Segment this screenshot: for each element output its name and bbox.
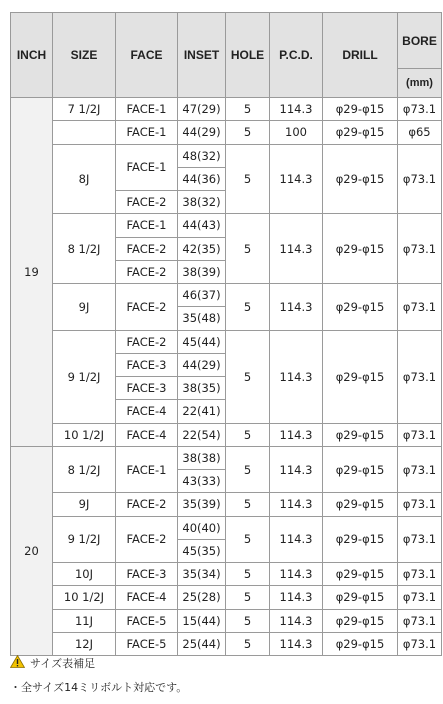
inset-cell: 15(44)	[178, 609, 226, 632]
hole-cell: 5	[226, 423, 270, 446]
size-cell: 8 1/2J	[53, 446, 116, 493]
hole-cell: 5	[226, 632, 270, 655]
inset-cell: 46(37)	[178, 284, 226, 307]
inset-cell: 45(44)	[178, 330, 226, 353]
inset-cell: 43(33)	[178, 470, 226, 493]
face-cell: FACE-2	[116, 330, 178, 353]
hole-cell: 5	[226, 516, 270, 563]
pcd-cell: 114.3	[270, 563, 323, 586]
pcd-cell: 114.3	[270, 516, 323, 563]
drill-cell: φ29-φ15	[323, 563, 398, 586]
inset-cell: 25(28)	[178, 586, 226, 609]
pcd-cell: 100	[270, 121, 323, 144]
face-cell: FACE-3	[116, 353, 178, 376]
size-cell: 12J	[53, 632, 116, 655]
face-cell: FACE-1	[116, 98, 178, 121]
bore-cell: φ73.1	[398, 632, 442, 655]
table-row	[11, 563, 442, 586]
inset-cell: 44(29)	[178, 121, 226, 144]
inset-cell: 38(39)	[178, 260, 226, 283]
size-cell: 10 1/2J	[53, 423, 116, 446]
pcd-cell: 114.3	[270, 423, 323, 446]
pcd-cell: 114.3	[270, 98, 323, 121]
header-inset: INSET	[178, 13, 226, 98]
table-row	[11, 586, 442, 609]
warning-note	[10, 655, 435, 672]
inset-cell: 22(54)	[178, 423, 226, 446]
inset-cell: 22(41)	[178, 400, 226, 423]
bore-cell: φ73.1	[398, 330, 442, 423]
header-face: FACE	[116, 13, 178, 98]
face-cell: FACE-1	[116, 144, 178, 191]
face-cell: FACE-2	[116, 191, 178, 214]
face-cell: FACE-2	[116, 493, 178, 516]
size-cell: 9 1/2J	[53, 516, 116, 563]
face-cell: FACE-1	[116, 121, 178, 144]
table-row	[11, 98, 442, 121]
inset-cell: 42(35)	[178, 237, 226, 260]
table-row	[11, 144, 442, 167]
hole-cell: 5	[226, 609, 270, 632]
face-cell: FACE-2	[116, 237, 178, 260]
inset-cell: 45(35)	[178, 539, 226, 562]
bore-cell: φ73.1	[398, 144, 442, 214]
header-bore-unit: (mm)	[398, 69, 442, 98]
face-cell: FACE-4	[116, 400, 178, 423]
drill-cell: φ29-φ15	[323, 214, 398, 284]
bore-cell: φ73.1	[398, 284, 442, 331]
bore-cell: φ73.1	[398, 423, 442, 446]
bore-cell: φ73.1	[398, 98, 442, 121]
hole-cell: 5	[226, 284, 270, 331]
pcd-cell: 114.3	[270, 446, 323, 493]
wheel-spec-table	[10, 12, 442, 656]
drill-cell: φ29-φ15	[323, 446, 398, 493]
inset-cell: 35(39)	[178, 493, 226, 516]
hole-cell: 5	[226, 121, 270, 144]
pcd-cell: 114.3	[270, 284, 323, 331]
drill-cell: φ29-φ15	[323, 121, 398, 144]
hole-cell: 5	[226, 586, 270, 609]
size-cell: 10 1/2J	[53, 586, 116, 609]
hole-cell: 5	[226, 563, 270, 586]
bore-cell: φ73.1	[398, 609, 442, 632]
hole-cell: 5	[226, 330, 270, 423]
hole-cell: 5	[226, 144, 270, 214]
header-hole: HOLE	[226, 13, 270, 98]
bore-cell: φ73.1	[398, 563, 442, 586]
table-row	[11, 446, 442, 469]
inset-cell: 38(35)	[178, 377, 226, 400]
inset-cell: 48(32)	[178, 144, 226, 167]
pcd-cell: 114.3	[270, 214, 323, 284]
inset-cell: 38(38)	[178, 446, 226, 469]
pcd-cell: 114.3	[270, 493, 323, 516]
pcd-cell: 114.3	[270, 609, 323, 632]
inset-cell: 25(44)	[178, 632, 226, 655]
inset-cell: 40(40)	[178, 516, 226, 539]
face-cell: FACE-3	[116, 563, 178, 586]
bore-cell: φ73.1	[398, 446, 442, 493]
size-cell: 8 1/2J	[53, 214, 116, 284]
pcd-cell: 114.3	[270, 144, 323, 214]
header-bore: BORE	[398, 13, 442, 69]
drill-cell: φ29-φ15	[323, 423, 398, 446]
pcd-cell: 114.3	[270, 632, 323, 655]
size-cell: 9 1/2J	[53, 330, 116, 423]
inch-cell: 19	[11, 98, 53, 447]
drill-cell: φ29-φ15	[323, 516, 398, 563]
inset-cell: 44(36)	[178, 167, 226, 190]
face-cell: FACE-5	[116, 609, 178, 632]
table-row	[11, 214, 442, 237]
hole-cell: 5	[226, 446, 270, 493]
face-cell: FACE-2	[116, 284, 178, 331]
size-cell: 8J	[53, 144, 116, 214]
drill-cell: φ29-φ15	[323, 144, 398, 214]
hole-cell: 5	[226, 98, 270, 121]
drill-cell: φ29-φ15	[323, 98, 398, 121]
hole-cell: 5	[226, 493, 270, 516]
table-row	[11, 330, 442, 353]
size-cell: 10J	[53, 563, 116, 586]
hole-cell: 5	[226, 214, 270, 284]
inset-cell: 38(32)	[178, 191, 226, 214]
inset-cell: 47(29)	[178, 98, 226, 121]
face-cell: FACE-3	[116, 377, 178, 400]
drill-cell: φ29-φ15	[323, 632, 398, 655]
spec-body	[11, 98, 442, 656]
table-row	[11, 121, 442, 144]
table-row	[11, 609, 442, 632]
bore-cell: φ73.1	[398, 493, 442, 516]
drill-cell: φ29-φ15	[323, 609, 398, 632]
header-pcd: P.C.D.	[270, 13, 323, 98]
inset-cell: 35(48)	[178, 307, 226, 330]
table-row	[11, 423, 442, 446]
size-cell: 9J	[53, 284, 116, 331]
bore-cell: φ73.1	[398, 586, 442, 609]
bore-cell: φ65	[398, 121, 442, 144]
inset-cell: 44(29)	[178, 353, 226, 376]
face-cell: FACE-2	[116, 260, 178, 283]
header-size: SIZE	[53, 13, 116, 98]
bore-cell: φ73.1	[398, 214, 442, 284]
inset-cell: 35(34)	[178, 563, 226, 586]
pcd-cell: 114.3	[270, 586, 323, 609]
face-cell: FACE-1	[116, 446, 178, 493]
drill-cell: φ29-φ15	[323, 586, 398, 609]
face-cell: FACE-4	[116, 423, 178, 446]
note-body: ・全サイズ14ミリボルト対応です。	[10, 681, 188, 694]
face-cell: FACE-5	[116, 632, 178, 655]
table-row	[11, 493, 442, 516]
size-cell: 7 1/2J	[53, 98, 116, 121]
size-cell: 9J	[53, 493, 116, 516]
inset-cell: 44(43)	[178, 214, 226, 237]
drill-cell: φ29-φ15	[323, 284, 398, 331]
table-row	[11, 516, 442, 539]
header-inch: INCH	[11, 13, 53, 98]
face-cell: FACE-2	[116, 516, 178, 563]
drill-cell: φ29-φ15	[323, 493, 398, 516]
table-row	[11, 284, 442, 307]
notes-section	[10, 655, 435, 703]
size-cell: 11J	[53, 609, 116, 632]
warning-note-title: サイズ表補足	[30, 657, 96, 670]
warning-triangle-icon	[10, 655, 25, 672]
inch-cell: 20	[11, 446, 53, 655]
table-row	[11, 632, 442, 655]
size-cell	[53, 121, 116, 144]
face-cell: FACE-1	[116, 214, 178, 237]
bore-cell: φ73.1	[398, 516, 442, 563]
face-cell: FACE-4	[116, 586, 178, 609]
pcd-cell: 114.3	[270, 330, 323, 423]
header-drill: DRILL	[323, 13, 398, 98]
drill-cell: φ29-φ15	[323, 330, 398, 423]
